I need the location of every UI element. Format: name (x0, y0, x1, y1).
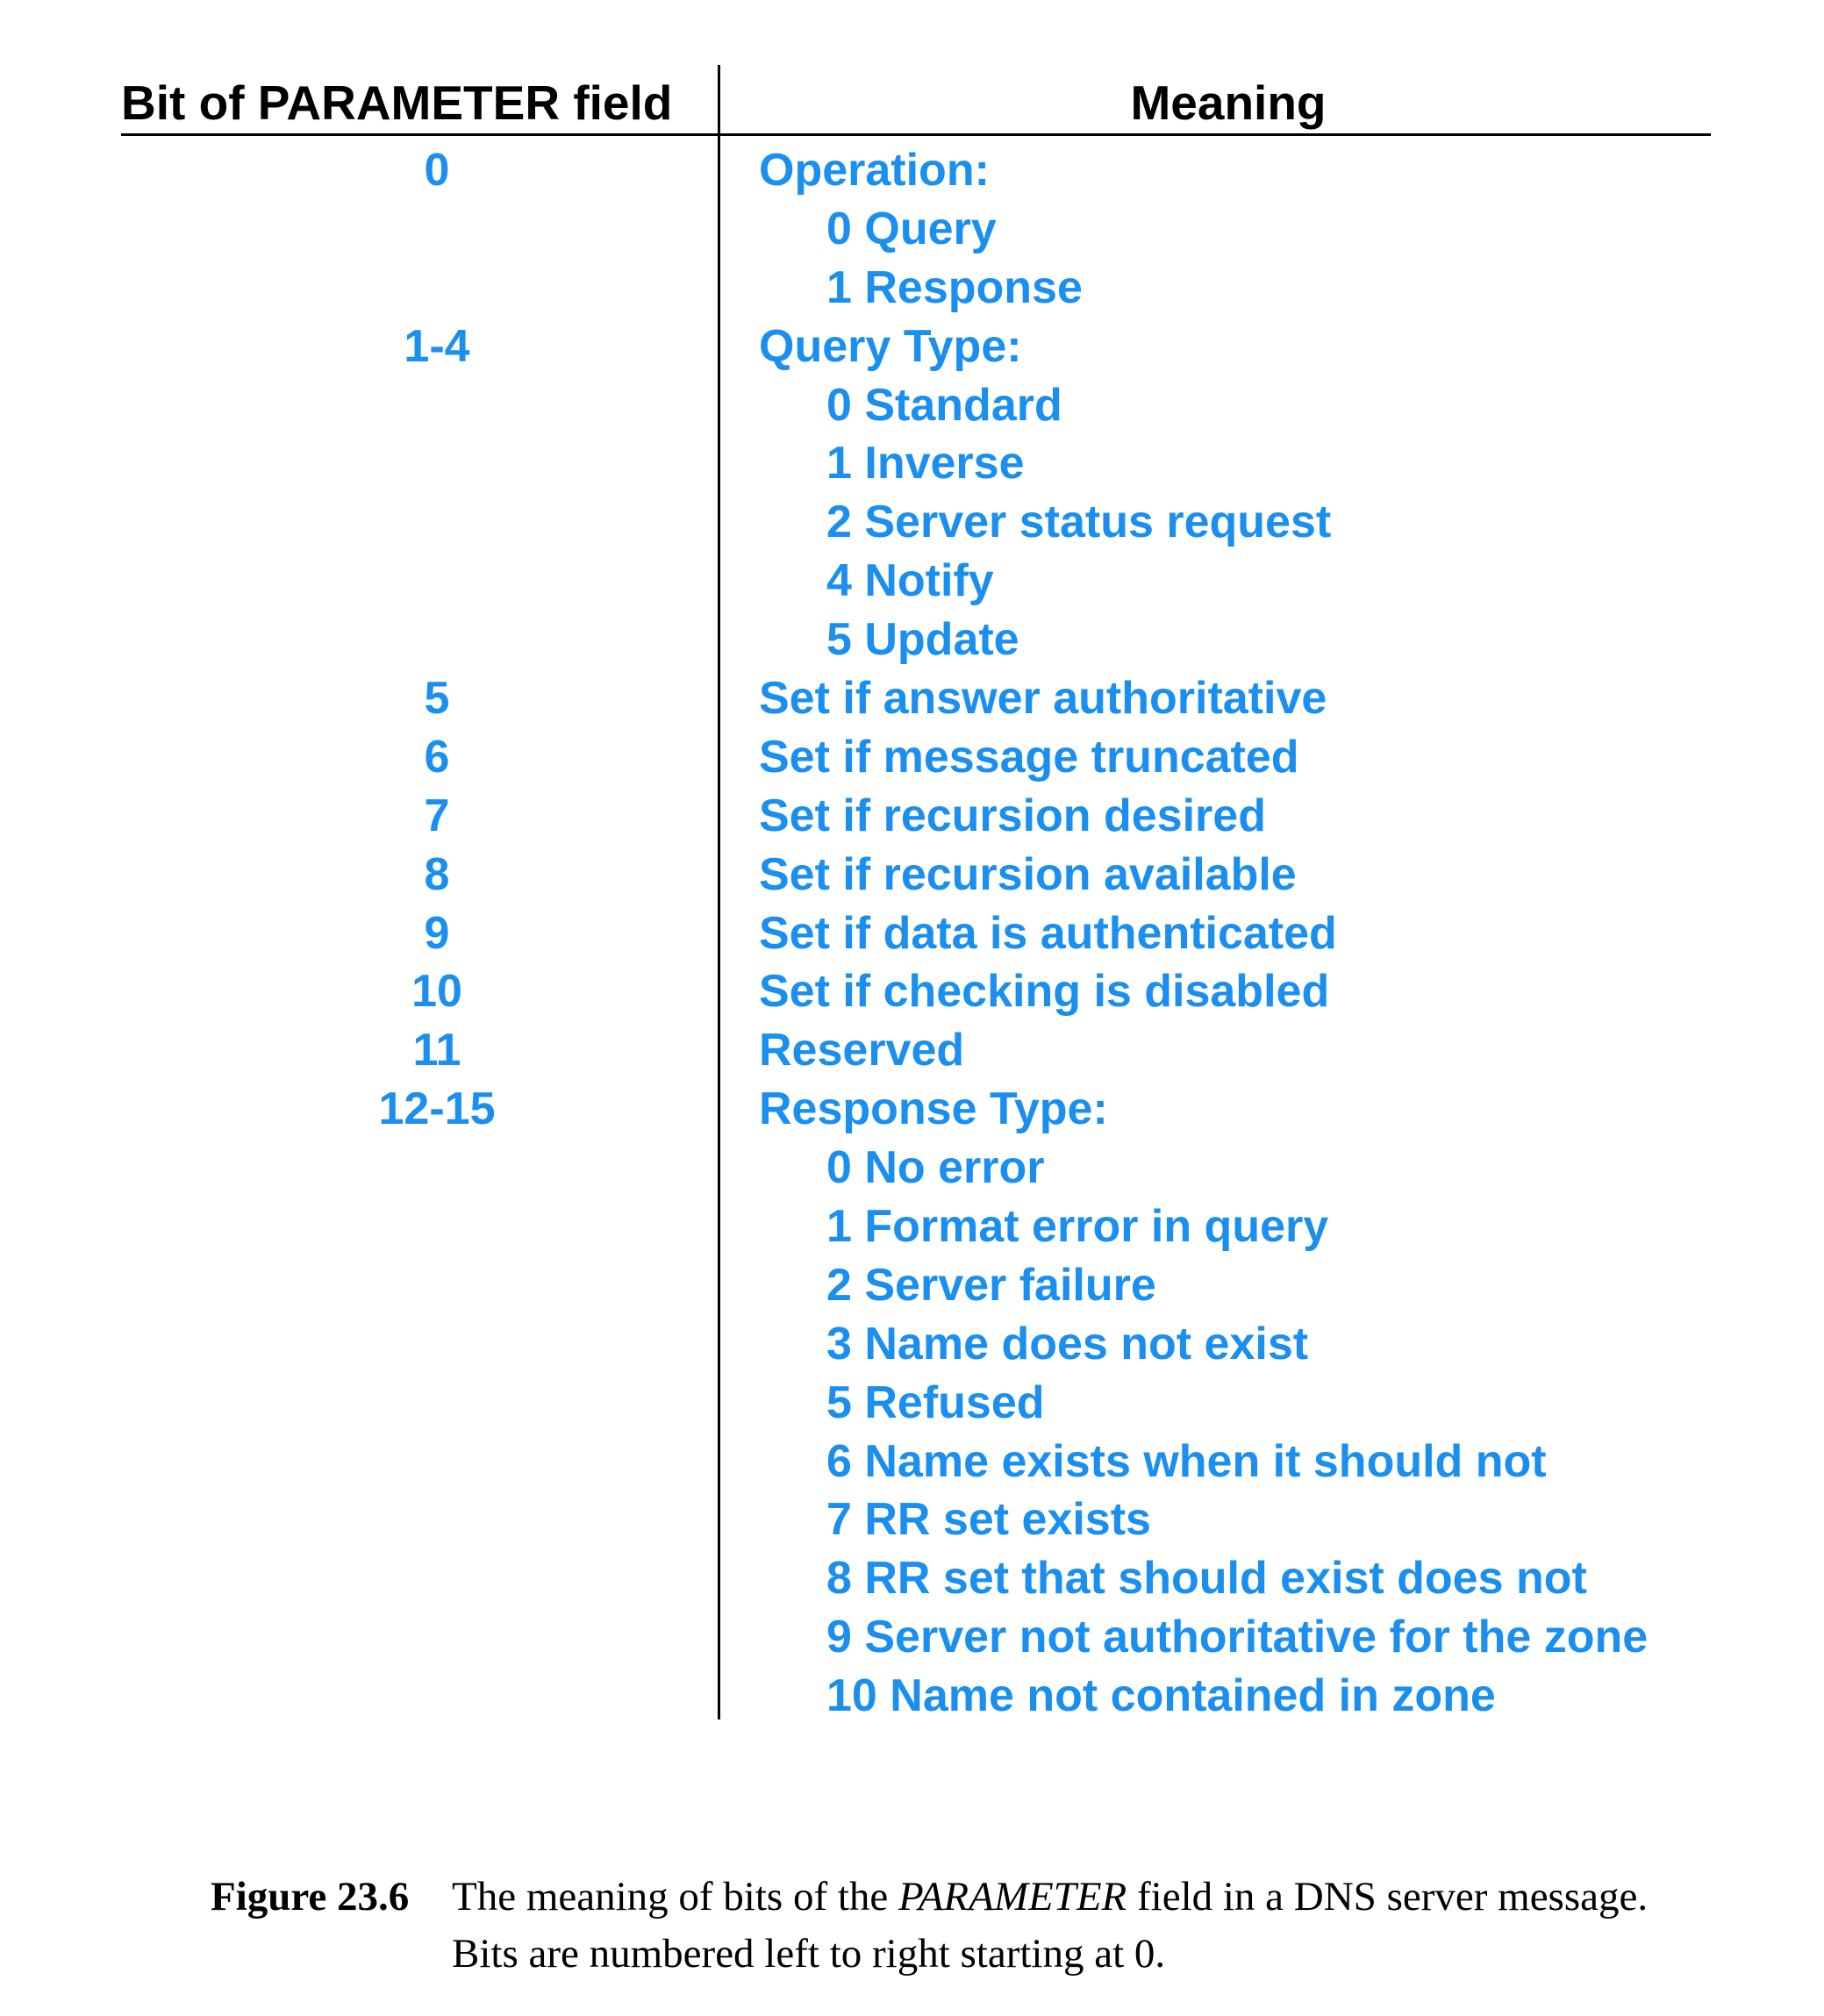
bit-cell: 7 (424, 790, 450, 841)
table-row (0, 1608, 1824, 1667)
table-row (0, 318, 1824, 376)
meaning-cell: Set if answer authoritative (759, 673, 1327, 725)
meaning-cell: 8 RR set that should exist does not (826, 1553, 1587, 1605)
meaning-cell: Operation: (759, 145, 990, 196)
table-body (0, 141, 1824, 1726)
meaning-cell: 2 Server status request (826, 497, 1332, 548)
table-row (0, 1433, 1824, 1491)
bit-cell: 1-4 (404, 320, 470, 372)
table-row (0, 787, 1824, 846)
bit-cell: 8 (424, 848, 450, 900)
table-row (0, 669, 1824, 728)
meaning-cell: Set if recursion desired (759, 790, 1266, 841)
caption-text-after: field in a DNS server message. Bits are numbered left to right starting at 0. (452, 1874, 1649, 1977)
meaning-cell: 1 Response (826, 261, 1083, 313)
meaning-cell: Response Type: (759, 1083, 1108, 1135)
meaning-cell: 6 Name exists when it should not (826, 1435, 1547, 1487)
meaning-cell: 1 Format error in query (826, 1201, 1329, 1253)
table-row (0, 1491, 1824, 1549)
table-row (0, 728, 1824, 787)
table-row (0, 141, 1824, 200)
meaning-cell: 4 Notify (826, 555, 994, 607)
bit-cell: 0 (424, 145, 450, 196)
bit-cell: 5 (424, 673, 450, 725)
table-row (0, 493, 1824, 552)
meaning-cell: Set if data is authenticated (759, 907, 1337, 959)
meaning-cell: 10 Name not contained in zone (826, 1670, 1496, 1722)
meaning-cell: 5 Refused (826, 1376, 1045, 1428)
meaning-cell: 0 Query (826, 203, 997, 254)
table-row (0, 611, 1824, 669)
caption-text (452, 1869, 1649, 1983)
meaning-cell: Set if recursion available (759, 848, 1297, 900)
meaning-cell: 5 Update (826, 614, 1019, 666)
table-row (0, 434, 1824, 493)
meaning-cell: Set if checking is disabled (759, 966, 1330, 1018)
bit-cell: 6 (424, 731, 450, 783)
table-row (0, 1139, 1824, 1197)
table-row (0, 1315, 1824, 1374)
meaning-cell: Reserved (759, 1025, 965, 1076)
meaning-cell: 0 No error (826, 1142, 1045, 1194)
table-row (0, 1256, 1824, 1315)
table-row (0, 1197, 1824, 1256)
table-row (0, 1021, 1824, 1080)
table-row (0, 962, 1824, 1021)
table-row (0, 376, 1824, 435)
column-header-meaning: Meaning (1130, 75, 1327, 130)
bit-cell: 11 (412, 1025, 461, 1076)
meaning-cell: 3 Name does not exist (826, 1318, 1309, 1369)
table-row (0, 259, 1824, 318)
meaning-cell: 9 Server not authoritative for the zone (826, 1612, 1649, 1663)
caption-text-before: The meaning of bits of the (452, 1874, 899, 1919)
meaning-cell: 2 Server failure (826, 1259, 1156, 1311)
column-header-bit: Bit of PARAMETER field (121, 75, 673, 130)
meaning-cell: 7 RR set exists (826, 1494, 1151, 1546)
bit-cell: 10 (411, 966, 462, 1018)
meaning-cell: 0 Standard (826, 379, 1062, 431)
table-row (0, 200, 1824, 259)
table-row (0, 846, 1824, 904)
caption-label: Figure 23.6 (211, 1874, 410, 1919)
bit-cell: 12-15 (378, 1083, 496, 1135)
table-row (0, 1667, 1824, 1726)
figure-caption (211, 1869, 1649, 1983)
table-row (0, 1549, 1824, 1608)
header-divider (121, 133, 1711, 136)
meaning-cell: 1 Inverse (826, 438, 1025, 490)
bit-cell: 9 (424, 907, 450, 959)
table-row (0, 1080, 1824, 1139)
table-row (0, 1374, 1824, 1433)
table-row (0, 552, 1824, 611)
meaning-cell: Query Type: (759, 320, 1022, 372)
caption-text-em: PARAMETER (898, 1874, 1127, 1919)
meaning-cell: Set if message truncated (759, 731, 1299, 783)
table-row (0, 904, 1824, 963)
